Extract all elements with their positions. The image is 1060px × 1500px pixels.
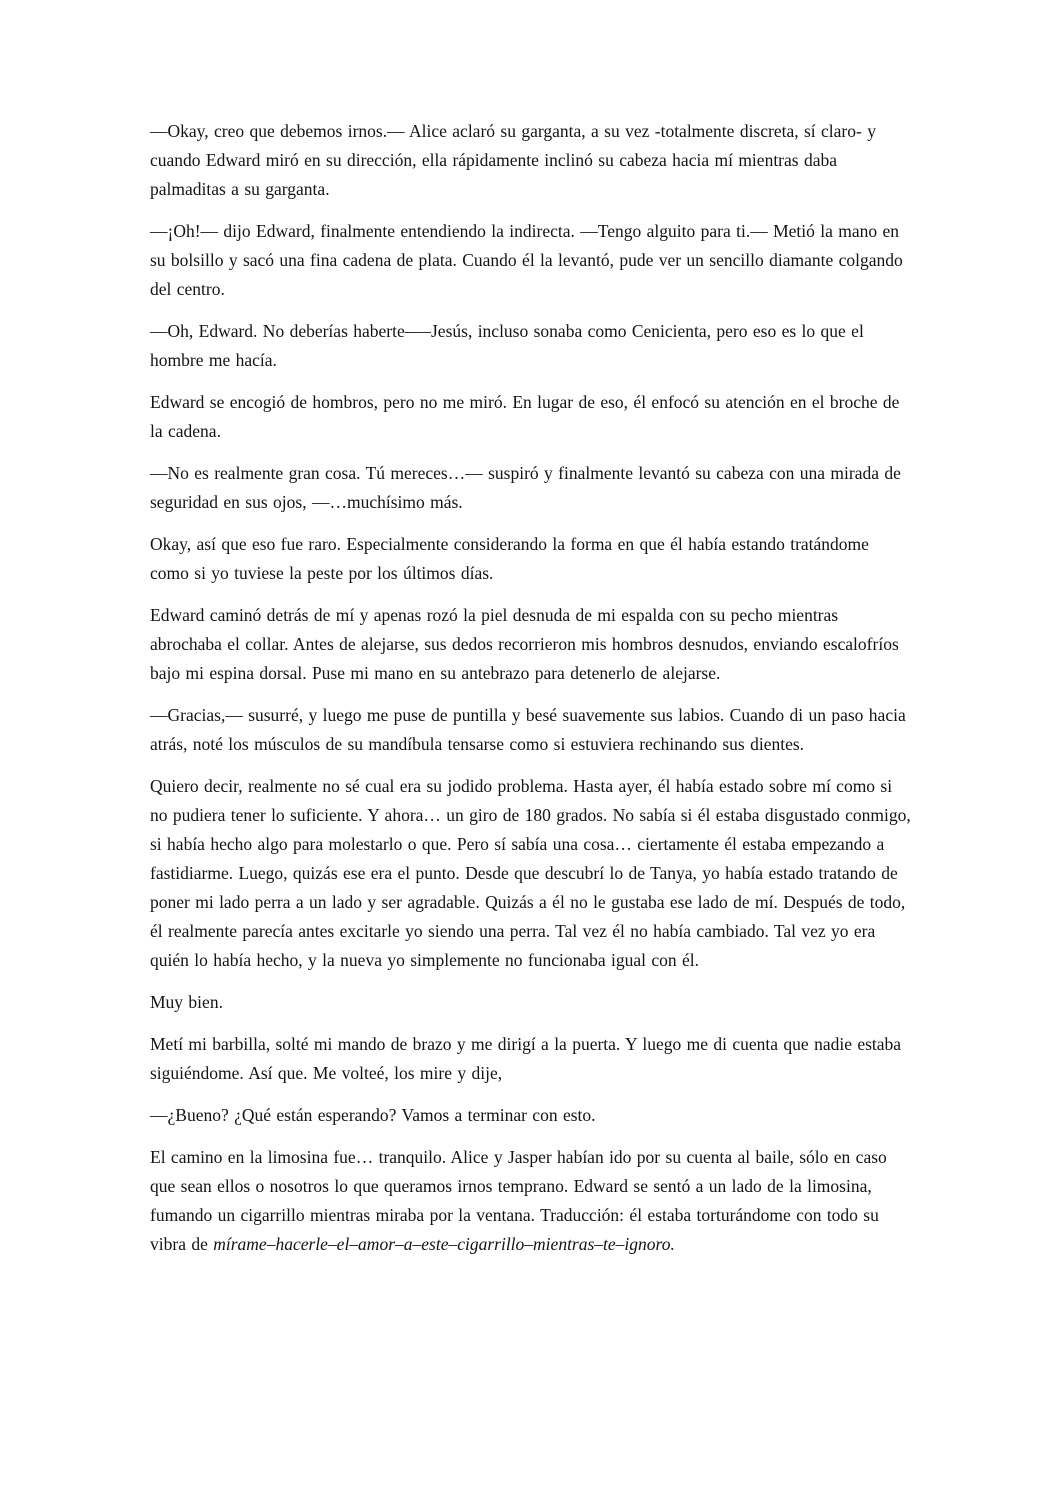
paragraph: —Oh, Edward. No deberías haberte–—Jesús, incluso sonaba como Cenicienta, pero eso es lo que el hombre me hacía. [150, 321, 864, 370]
paragraph: —Okay, creo que debemos irnos.— Alice aclaró su garganta, a su vez -totalmente discreta, sí claro- y cuando Edward miró en su dirección, ella rápidamente inclinó su cabeza hacia mí mientras daba palmaditas a su garganta. [150, 121, 876, 199]
paragraph: Okay, así que eso fue raro. Especialmente considerando la forma en que él había estando tratándome como si yo tuviese la peste por los últimos días. [150, 534, 869, 583]
paragraph: —¡Oh!— dijo Edward, finalmente entendiendo la indirecta. —Tengo alguito para ti.— Metió la mano en su bolsillo y sacó una fina cadena de plata. Cuando él la levantó, pude ver un sencillo diamante colgando del centro. [150, 221, 903, 299]
paragraph: —No es realmente gran cosa. Tú mereces…— suspiró y finalmente levantó su cabeza con una mirada de seguridad en sus ojos, —…muchísimo más. [150, 463, 901, 512]
paragraph-italic-text: mírame–hacerle–el–amor–a–este–cigarrillo–mientras–te–ignoro. [213, 1234, 675, 1254]
paragraph: —¿Bueno? ¿Qué están esperando? Vamos a terminar con esto. [150, 1105, 596, 1125]
paragraph: Edward caminó detrás de mí y apenas rozó la piel desnuda de mi espalda con su pecho mientras abrochaba el collar. Antes de alejarse, sus dedos recorrieron mis hombros desnudos, enviando escalofríos bajo mi espina dorsal. Puse mi mano en su antebrazo para detenerlo de alejarse. [150, 605, 899, 683]
paragraph: Metí mi barbilla, solté mi mando de brazo y me dirigí a la puerta. Y luego me di cuenta que nadie estaba siguiéndome. Así que. Me volteé, los mire y dije, [150, 1034, 902, 1083]
paragraph: Muy bien. [150, 992, 223, 1012]
paragraph: Edward se encogió de hombros, pero no me miró. En lugar de eso, él enfocó su atención en el broche de la cadena. [150, 392, 900, 441]
paragraph: Quiero decir, realmente no sé cual era su jodido problema. Hasta ayer, él había estado sobre mí como si no pudiera tener lo suficiente. Y ahora… un giro de 180 grados. No sabía si él estaba disgustado conmigo, si había hecho algo para molestarlo o que. Pero sí sabía una cosa… ciertamente él estaba empezando a fastidiarme. Luego, quizás ese era el punto. Desde que descubrí lo de Tanya, yo había estado tratando de poner mi lado perra a un lado y ser agradable. Quizás a él no le gustaba ese lado de mí. Después de todo, él realmente parecía antes excitarle yo siendo una perra. Tal vez él no había cambiado. Tal vez yo era quién lo había hecho, y la nueva yo simplemente no funcionaba igual con él. [150, 776, 911, 970]
paragraph [150, 1143, 912, 1259]
paragraph: —Gracias,— susurré, y luego me puse de puntilla y besé suavemente sus labios. Cuando di un paso hacia atrás, noté los músculos de su mandíbula tensarse como si estuviera rechinando sus dientes. [150, 705, 906, 754]
paragraph-text: El camino en la limosina fue… tranquilo. Alice y Jasper habían ido por su cuenta al baile, sólo en caso que sean ellos o nosotros lo que queramos irnos temprano. Edward se sentó a un lado de la limosina, fumando un cigarrillo mientras miraba por la ventana. Traducción: él estaba torturándome con todo su vibra de [150, 1147, 887, 1254]
